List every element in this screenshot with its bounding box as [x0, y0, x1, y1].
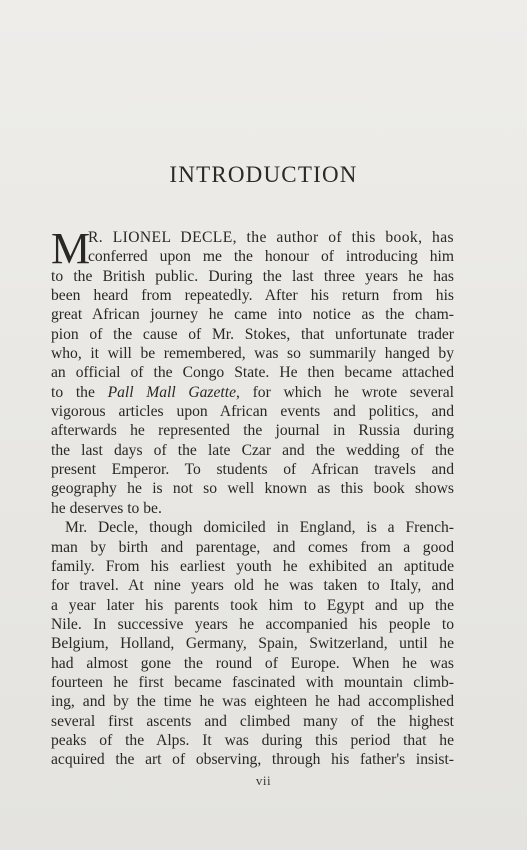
text-line-with-italic	[51, 383, 454, 402]
drop-capital: M	[51, 224, 91, 273]
text-line: Mr. Decle, though domiciled in England, is a French-	[65, 519, 454, 537]
text-line: ing, and by the time he was eighteen he had accomplished	[51, 693, 454, 711]
text-line: an official of the Congo State. He then became attached	[51, 364, 454, 382]
text-line: acquired the art of observing, through his father's insist-	[51, 751, 454, 769]
text-line: been heard from repeatedly. After his return from his	[51, 287, 454, 305]
text-line: man by birth and parentage, and comes from a good	[51, 538, 454, 556]
text-line: had almost gone the round of Europe. When he was	[51, 654, 454, 672]
text-line: afterwards he represented the journal in Russia during	[51, 422, 454, 440]
text-line: geography he is not so well known as this book shows	[51, 480, 454, 498]
text-line: who, it will be remembered, was so summarily hanged by	[51, 345, 454, 363]
text-line: a year later his parents took him to Egypt and up the	[51, 596, 454, 614]
text-line: R. LIONEL DECLE, the author of this book, has	[88, 229, 454, 246]
text-fragment: to the	[51, 383, 108, 401]
text-line: family. From his earliest youth he exhibited an aptitude	[51, 557, 454, 575]
text-line: several first ascents and climbed many of the highest	[51, 712, 454, 730]
text-line: Nile. In successive years he accompanied his people to	[51, 615, 454, 633]
introduction-body	[51, 224, 455, 770]
text-line: peaks of the Alps. It was during this period that he	[51, 731, 454, 749]
text-fragment: , for which he wrote several	[236, 383, 455, 401]
text-line: Belgium, Holland, Germany, Spain, Switzerland, until he	[51, 635, 454, 653]
page-number: vii	[255, 773, 272, 788]
newspaper-title: Pall Mall Gazette	[107, 383, 237, 401]
text-line: vigorous articles upon African events and politics, and	[51, 403, 454, 421]
text-line: conferred upon me the honour of introducing him	[88, 248, 454, 266]
text-line: great African journey he came into notice as the cham-	[51, 306, 454, 324]
text-line: pion of the cause of Mr. Stokes, that unfortunate trader	[51, 325, 454, 343]
chapter-heading: INTRODUCTION	[169, 162, 358, 187]
text-line: the last days of the late Czar and the wedding of the	[51, 441, 454, 459]
text-line: fourteen he first became fascinated with mountain climb-	[51, 673, 454, 691]
text-line: he deserves to be.	[51, 499, 162, 517]
text-line: for travel. At nine years old he was taken to Italy, and	[51, 577, 454, 595]
text-line: to the British public. During the last three years he has	[51, 267, 454, 285]
text-line: present Emperor. To students of African travels and	[51, 461, 454, 479]
